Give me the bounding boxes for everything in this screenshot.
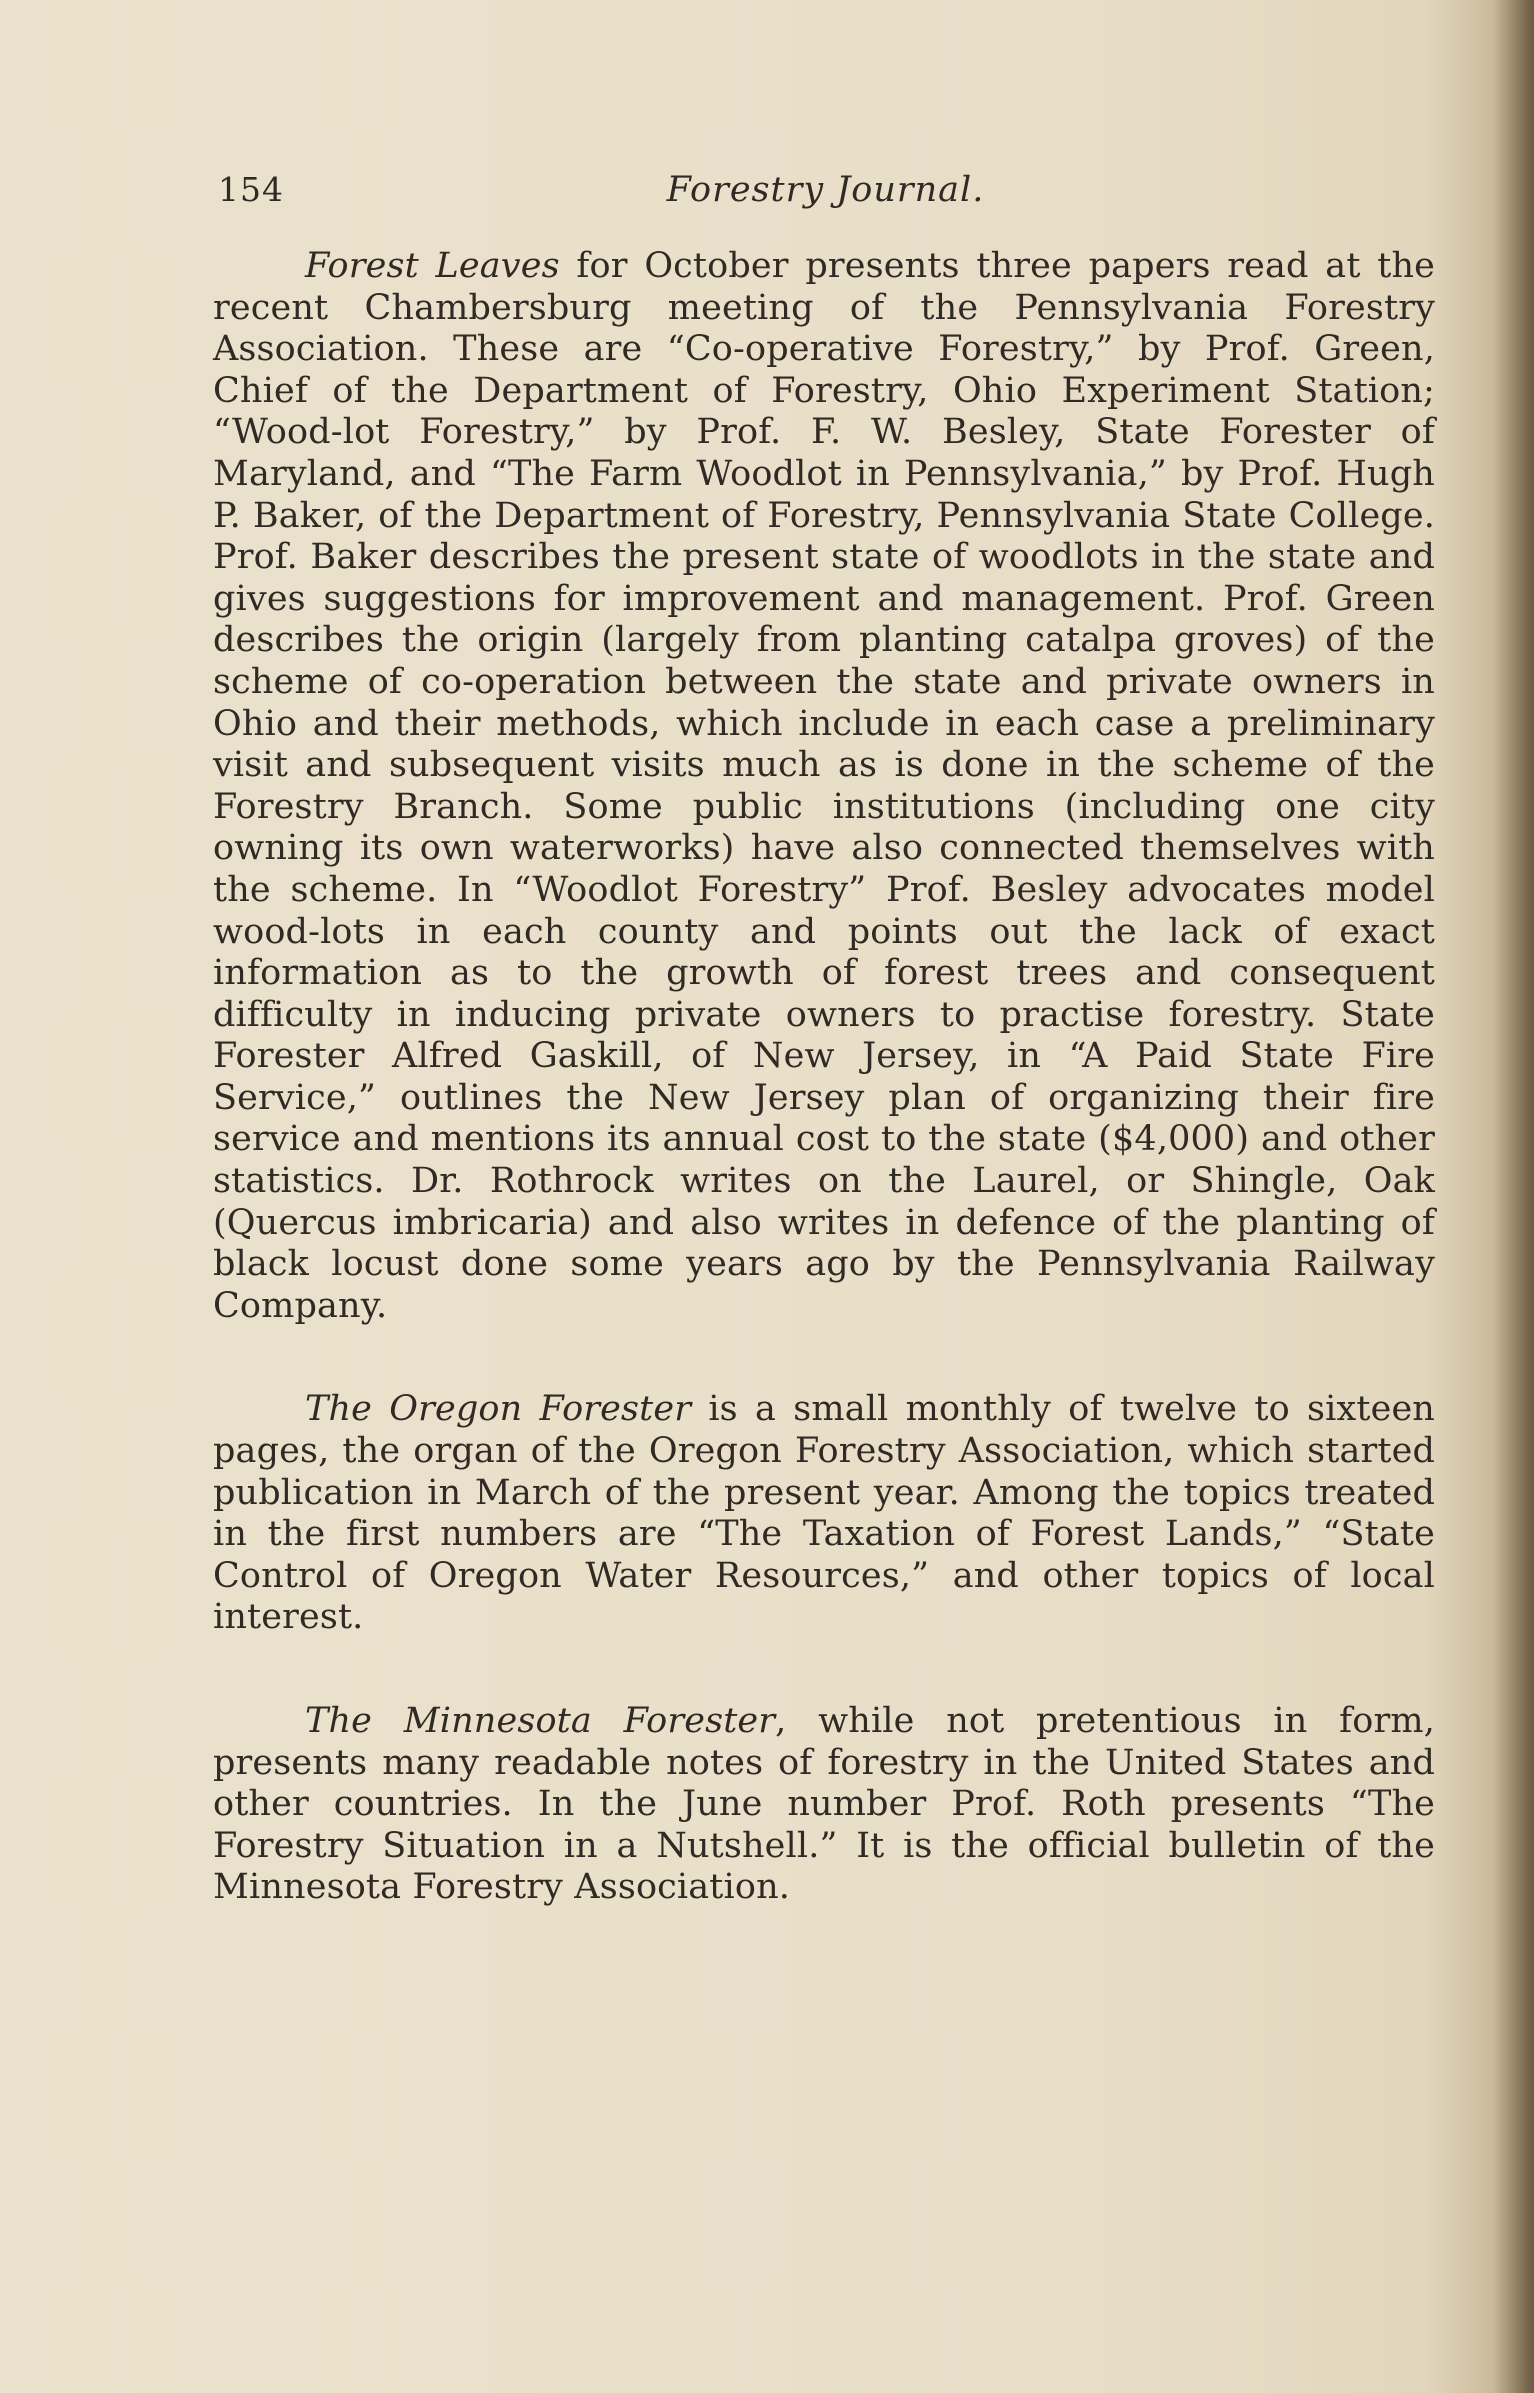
page-header	[218, 170, 1433, 220]
paragraph-oregon-forester	[213, 1389, 1435, 1639]
running-head: Forestry Journal.	[666, 170, 985, 210]
paragraph-minnesota-forester	[213, 1701, 1435, 1909]
paragraph-text: , while not pretentious in form, presents many readable notes of forestry in the United States and other countries. In the June number Prof. Roth presents “The Forestry Situation in a Nutshell.” It is the official bulletin of the Minnesota Forestry Association.	[213, 1701, 1435, 1908]
paragraph-forest-leaves	[213, 246, 1435, 1327]
book-spine-shadow	[1494, 0, 1534, 2393]
paragraph-text: is a small monthly of twelve to sixteen pages, the organ of the Oregon Forestry Association, which started publication in March of the present year. Among the topics treated in the first numbers are “The Taxation of Forest Lands,” “State Control of Oregon Water Resources,” and other topics of local interest.	[213, 1389, 1435, 1638]
publication-title: Forest Leaves	[305, 246, 560, 286]
page-number: 154	[218, 170, 284, 209]
publication-title: The Oregon Forester	[305, 1389, 692, 1430]
paragraph-text: for October presents three papers read at the recent Chambersburg meeting of the Pennsylvania Forestry Association. These are “Co-operative Forestry,” by Prof. Green, Chief of the Department of Forestry, Ohio Experiment Station; “Wood-lot Forestry,” by Prof. F. W. Besley, State Forester of Maryland, and “The Farm Woodlot in Pennsylvania,” by Prof. Hugh P. Baker, of the Department of Forestry, Pennsylvania State College. Prof. Baker describes the present state of woodlots in the state and gives suggestions for improvement and management. Prof. Green describes the origin (largely from planting catalpa groves) of the scheme of co-operation between the state and private owners in Ohio and their methods, which include in each case a preliminary visit and subsequent visits much as is done in the scheme of the Forestry Branch. Some public institutions (including one city owning its own waterworks) have also connected themselves with the scheme. In “Woodlot Forestry” Prof. Besley advocates model wood-lots in each county and points out the lack of exact information as to the growth of forest trees and consequent difficulty in inducing private owners to practise forestry. State Forester Alfred Gaskill, of New Jersey, in “A Paid State Fire Service,” outlines the New Jersey plan of organizing their fire service and mentions its annual cost to the state ($4,000) and other statistics. Dr. Rothrock writes on the Laurel, or Shingle, Oak (Quercus imbricaria) and also writes in defence of the planting of black locust done some years ago by the Pennsylvania Railway Company.	[213, 246, 1436, 1326]
article-body	[213, 246, 1435, 1909]
publication-title: The Minnesota Forester	[305, 1701, 776, 1741]
